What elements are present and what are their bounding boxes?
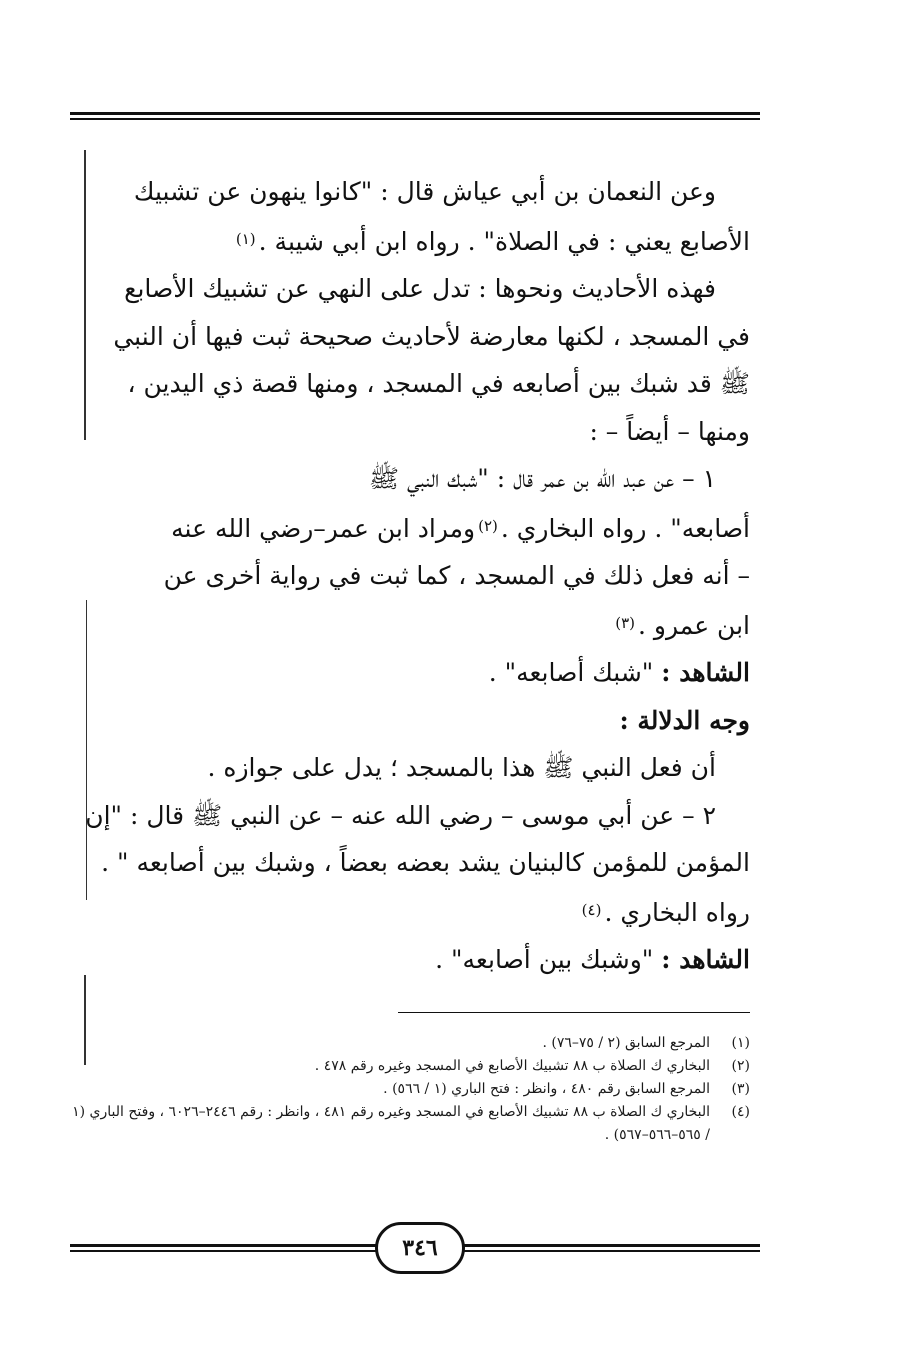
text-line: الأصابع يعني : في الصلاة" . رواه ابن أبي شيبة .: [258, 226, 750, 256]
wajh-paragraph: [70, 744, 750, 792]
shahid-1: [70, 649, 750, 697]
top-rule-thick: [70, 112, 760, 115]
text-line: ومراد ابن عمر–رضي الله عنه: [171, 513, 476, 543]
footnote-ref[interactable]: (٣): [615, 613, 635, 632]
footnote-text: المرجع السابق (٢ / ٧٥–٧٦) .: [542, 1035, 710, 1051]
footnote-ref[interactable]: (٤): [581, 900, 602, 919]
shahid-2: [70, 936, 750, 984]
text-line: ١ – عن عبد الله بن عمر قال : "شبك النبي ﷺ: [368, 464, 716, 493]
page-number: ٣٤٦: [375, 1222, 465, 1274]
text-line: – أنه فعل ذلك في المسجد ، كما ثبت في رواية أخرى عن: [163, 561, 750, 590]
footnote-separator: [398, 1012, 750, 1013]
text-line: ابن عمرو .: [637, 610, 750, 640]
text-line: أصابعه" . رواه البخاري .: [500, 513, 750, 543]
text-line: أن فعل النبي ﷺ هذا بالمسجد ؛ يدل على جوازه .: [207, 753, 716, 782]
text-line: ٢ – عن أبي موسى – رضي الله عنه – عن النبي ﷺ قال : "إن: [85, 800, 716, 830]
paragraph-2: [70, 265, 750, 455]
text-line: ومنها – أيضاً – :: [589, 416, 750, 446]
footnote-number: (٣): [731, 1081, 750, 1097]
shahid-label: الشاهد :: [661, 658, 750, 687]
footnotes: [70, 1032, 750, 1147]
shahid-text: "وشبك بين أصابعه" .: [435, 945, 654, 974]
text-line: فهذه الأحاديث ونحوها : تدل على النهي عن تشبيك الأصابع: [124, 274, 716, 303]
footnote-text: المرجع السابق رقم ٤٨٠ ، وانظر : فتح الباري (١ / ٥٦٦) .: [383, 1081, 710, 1097]
footnote-text: البخاري ك الصلاة ب ٨٨ تشبيك الأصابع في المسجد وغيره رقم ٤٧٨ .: [314, 1058, 710, 1074]
footnote-ref[interactable]: (٢): [478, 516, 498, 535]
footnote-number: (٢): [731, 1058, 750, 1074]
text-line: ﷺ قد شبك بين أصابعه في المسجد ، ومنها قصة ذي اليدين ،: [127, 369, 750, 398]
main-text: [70, 168, 750, 984]
footnote-item: [70, 1032, 750, 1055]
text-line: في المسجد ، لكنها معارضة لأحاديث صحيحة ثبت فيها أن النبي: [113, 321, 750, 351]
section-heading: وجه الدلالة :: [619, 705, 750, 735]
footnote-item: [70, 1101, 750, 1147]
footnote-ref[interactable]: (١): [235, 229, 256, 248]
footnote-text: البخاري ك الصلاة ب ٨٨ تشبيك الأصابع في المسجد وغيره رقم ٤٨١ ، وانظر : رقم ٢٤٤٦–٦٠٢٦ ، وفتح الباري (١ / ٥٦٥–٥٦٦–٥٦٧) .: [72, 1104, 710, 1143]
paragraph-3: [70, 455, 750, 649]
footnote-number: (١): [731, 1035, 750, 1051]
text-line: المؤمن للمؤمن كالبنيان يشد بعضه بعضاً ، وشبك بين أصابعه " .: [101, 848, 750, 877]
top-rule-thin: [70, 118, 760, 120]
shahid-label: الشاهد :: [661, 945, 750, 974]
shahid-text: "شبك أصابعه" .: [488, 658, 654, 687]
footnote-item: [70, 1055, 750, 1078]
footnote-item: [70, 1078, 750, 1101]
text-line: رواه البخاري .: [604, 897, 750, 927]
paragraph-4: [70, 792, 750, 937]
wajh-heading: [70, 697, 750, 745]
text-line: وعن النعمان بن أبي عياش قال : "كانوا ينهون عن تشبيك: [133, 177, 716, 206]
footnote-number: (٤): [731, 1104, 750, 1120]
paragraph-1: [70, 168, 750, 265]
